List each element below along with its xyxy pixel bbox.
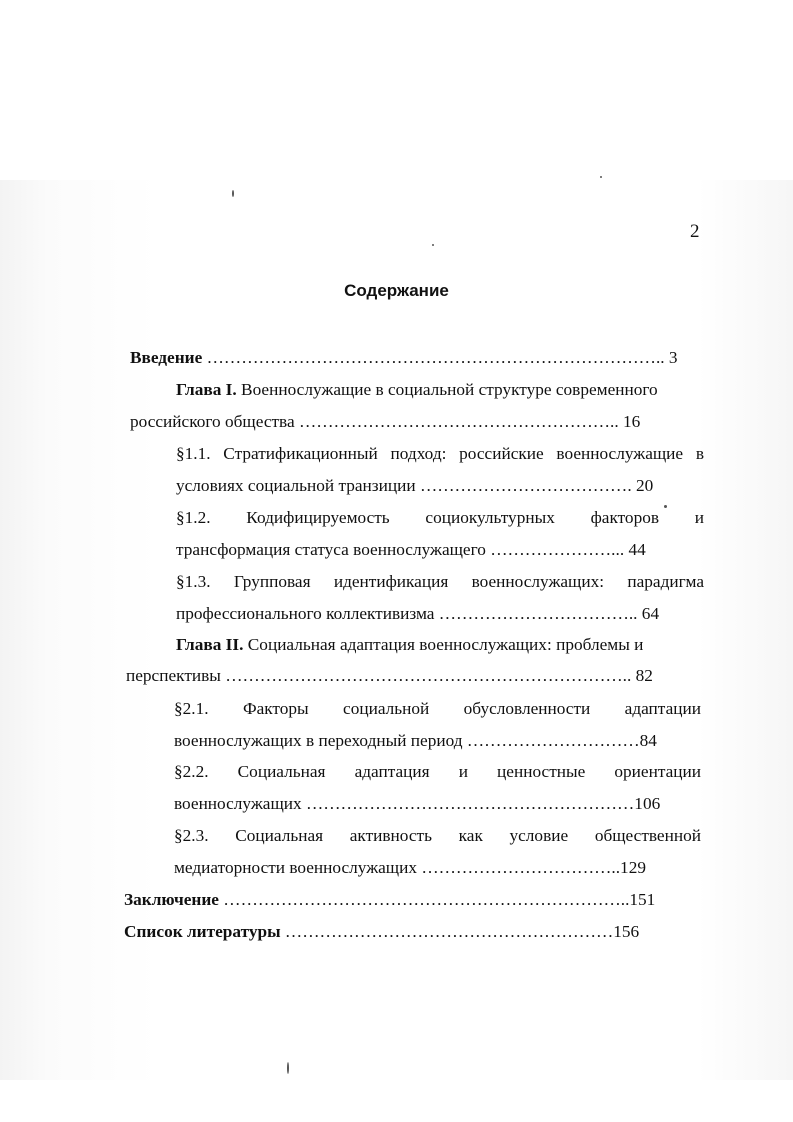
toc-section-2-3-line1[interactable]: §2.3. Социальная активность как условие общественной [174,826,701,845]
page-number: 2 [690,221,700,242]
scan-speck [432,244,434,246]
toc-section-2-1-line2[interactable]: военнослужащих в переходный период …………………………84 [174,731,657,750]
toc-entry-leader: …………………………………………………156 [280,922,640,941]
toc-entry-label: Введение [130,348,203,367]
toc-chapter-2-line1[interactable] [176,635,643,655]
toc-section-1-3-line1[interactable]: §1.3. Групповая идентификация военнослужащих: парадигма [176,572,704,591]
scan-background [0,180,793,1080]
toc-entry-label: Список литературы [124,922,281,941]
toc-section-2-1-line1[interactable]: §2.1. Факторы социальной обусловленности адаптации [174,699,701,718]
toc-entry-leader: …………………………………………………………………….. 3 [202,348,678,367]
scan-speck [287,1062,289,1074]
toc-section-1-1-line2[interactable]: условиях социальной транзиции ………………………………. 20 [176,476,654,495]
toc-chapter-2-line2[interactable]: перспективы …………………………………………………………….. 82 [126,666,653,685]
toc-section-1-1-line1[interactable]: §1.1. Стратификационный подход: российские военнослужащие в [176,444,704,463]
toc-section-1-2-line2[interactable]: трансформация статуса военнослужащего …………………... 44 [176,540,646,559]
toc-chapter-title: Социальная адаптация военнослужащих: проблемы и [243,635,644,654]
toc-chapter-1-line2[interactable]: российского общества ……………………………………………….. 16 [130,412,641,431]
toc-entry-conclusion[interactable] [124,890,655,910]
toc-entry-leader: ……………………………………………………………..151 [218,890,656,909]
page-title: Содержание [344,281,449,300]
toc-section-2-3-line2[interactable]: медиаторности военнослужащих ……………………………..129 [174,858,646,877]
toc-chapter-1-line1[interactable] [176,380,658,400]
toc-entry-references[interactable] [124,922,639,942]
toc-chapter-title: Военнослужащие в социальной структуре современного [236,380,658,399]
toc-entry-intro[interactable] [130,348,678,368]
toc-chapter-label: Глава II. [176,635,244,654]
toc-chapter-label: Глава I. [176,380,237,399]
toc-entry-label: Заключение [124,890,219,909]
scan-speck [232,190,234,197]
scan-speck [600,176,602,178]
toc-section-2-2-line1[interactable]: §2.2. Социальная адаптация и ценностные ориентации [174,762,701,781]
toc-section-1-3-line2[interactable]: профессионального коллективизма …………………………….. 64 [176,604,660,623]
toc-section-1-2-line1[interactable]: §1.2. Кодифицируемость социокультурных факторов и [176,508,704,527]
toc-section-2-2-line2[interactable]: военнослужащих …………………………………………………106 [174,794,661,813]
